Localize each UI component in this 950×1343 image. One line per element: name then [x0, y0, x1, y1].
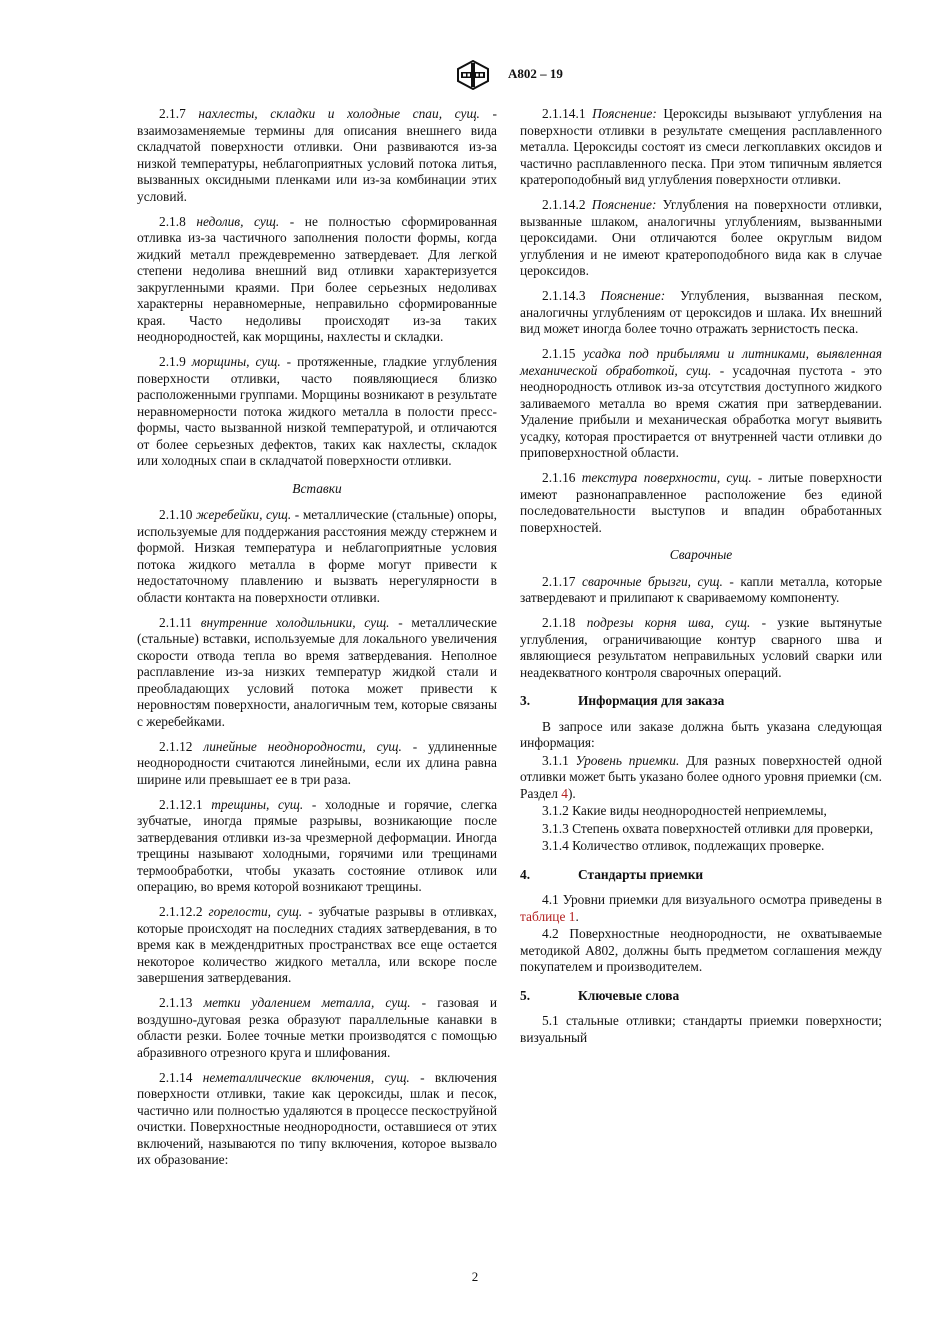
para-2-1-13: 2.1.13 метки удалением металла, сущ. - газовая и воздушно-дуговая резка образуют параллельные канавки в области резки. Более точные метки производятся с помощью абразивного отрезного круга и шлифования.: [137, 995, 498, 1060]
section-4-heading: 4. Стандарты приемки: [520, 866, 704, 882]
left-column: [137, 106, 497, 1177]
para-2-1-14-1: 2.1.14.1 Пояснение: Цероксиды вызывают углубления на поверхности отливки в результате смещения расплавленного металла. Цероксиды состоят из смеси легкоплавких оксидов и частично расплавленного песка. При этом типичным является кратероподобный вид углубления поверхности отливки.: [520, 106, 882, 187]
table-1-link[interactable]: таблице 1: [520, 908, 576, 924]
document-id: A802 – 19: [508, 66, 563, 81]
para-2-1-15: 2.1.15 усадка под прибылями и литниками, выявленная механической обработкой, сущ. - усадочная пустота - это неоднородность отливок из-за отсутствия доступного жидкого заливаемого металла во время сжатия при затвердевании. Удаление прибыли и механическая обработка могут выявить усадку, которая простирается от внутренней части отливки до приповерхностной области.: [520, 346, 882, 460]
para-4-2: 4.2 Поверхностные неоднородности, не охватываемые методикой A802, должны быть предметом соглашения между покупателем и производителем.: [520, 926, 882, 974]
para-2-1-16: 2.1.16 текстура поверхности, сущ. - литые поверхности имеют разнонаправленное расположение без единой последовательности выступов и впадин обработанных поверхностей.: [520, 470, 882, 535]
para-3-1-3: 3.1.3 Степень охвата поверхностей отливки для проверки,: [542, 820, 874, 836]
para-2-1-7: 2.1.7 нахлесты, складки и холодные спаи, сущ. - взаимозаменяемые термины для описания внешнего вида складчатой поверхности отливки. Они развиваются из-за низкой температуры, неблагоприятных условий потока литья, вызванных оксидными пленками или из-за комбинации этих условий.: [137, 106, 498, 204]
para-2-1-14-3: 2.1.14.3 Пояснение: Углубления, вызванная песком, аналогичны углублениям от цероксидов и шлака. Их внешний вид может иногда более точно отражать зернистость песка.: [520, 288, 882, 336]
section-5-heading: 5. Ключевые слова: [520, 987, 680, 1003]
para-2-1-10: 2.1.10 жеребейки, сущ. - металлические (стальные) опоры, используемые для поддержания расстояния между стержнем и формой. Низкая температура и неблагоприятные условия потока жидкого металла в форме могут привести к недостаточному плавлению и вызвать нерегулярности в области контакта на поверхности отливки.: [137, 507, 497, 605]
para-3-1-1: 3.1.1 Уровень приемки. Для разных поверхностей одной отливки может быть указано более одного уровня приемки (см. Раздел 4).: [520, 752, 882, 801]
page-number: 2: [471, 1269, 479, 1284]
section-4-link[interactable]: 4: [561, 785, 568, 801]
para-2-1-14: 2.1.14 неметаллические включения, сущ. - включения поверхности отливки, такие как цероксиды, шлак и песок, частично или полностью удаляются в процессе пескоструйной очистки. Поверхностные неоднородности, оставшиеся от этих включений, называются по типу включения, которое вызвало их образование:: [137, 1069, 498, 1167]
para-2-1-11: 2.1.11 внутренние холодильники, сущ. - металлические (стальные) вставки, используемые для локального увеличения скорости отвода тепла во время затвердевания. Неполное расплавление из-за низких температур жидкой стали и преобладающих условий потока может привести к неровностям поверхности, аналогичным тем, которые связаны с жеребейками.: [137, 614, 497, 729]
astm-logo-icon: [455, 60, 491, 90]
para-4-1: 4.1 Уровни приемки для визуального осмотра приведены в таблице 1.: [520, 892, 882, 924]
subheading-welding: Сварочные: [669, 547, 733, 562]
para-2-1-18: 2.1.18 подрезы корня шва, сущ. - узкие вытянутые углубления, ограничивающие контур сварного шва и являющиеся результатом неправильных условий сварки или неадекватного контроля сварочных операций.: [520, 615, 882, 680]
para-5-1: 5.1 стальные отливки; стандарты приемки поверхности; визуальный: [520, 1013, 882, 1045]
section-3-heading: 3. Информация для заказа: [520, 693, 725, 708]
para-2-1-14-2: 2.1.14.2 Пояснение: Углубления на поверхности отливки, вызванные шлаком, аналогичны углублениям, вызванными цероксидами. Они отличаются более округлым видом углубления и не имеют кратероподобного вида как в случае цероксидов.: [520, 197, 882, 278]
para-3-1-2: 3.1.2 Какие виды неоднородностей неприемлемы,: [542, 803, 827, 818]
subheading-inserts: Вставки: [292, 480, 342, 496]
page-header: [0, 60, 950, 90]
para-3-1-4: 3.1.4 Количество отливок, подлежащих проверке.: [542, 838, 825, 853]
para-2-1-17: 2.1.17 сварочные брызги, сущ. - капли металла, которые затвердевают и прилипают к свариваемому компоненту.: [520, 573, 883, 605]
para-2-1-8: 2.1.8 недолив, сущ. - не полностью сформированная отливка из-за частичного заполнения полости формы, когда жидкий металл преждевременно затвердевает. Для легкой степени недолива внешний вид отливки характеризуется закругленными краями. При более серьезных недоливах характерны неравномерные, неправильно сформированные края. Часто недоливы происходят из-за таких неоднородностей, как морщины, нахлесты и складки.: [137, 213, 497, 344]
para-2-1-9: 2.1.9 морщины, сущ. - протяженные, гладкие углубления поверхности отливки, часто появляющиеся близко расположенными группами. Морщины возникают в результате неравномерности потока жидкого металла в полости пресс-формы, часто вызванной низкой температурой, и отличаются от более серьезных дефектов, таких как нахлесты, складок или холодных спаи в складчатой поверхности отливки.: [137, 354, 497, 468]
para-2-1-12-2: 2.1.12.2 горелости, сущ. - зубчатые разрывы в отливках, которые происходят на последних стадиях затвердевания, в то время как в междендритных пространствах все еще остается некоторое количество жидкого металла, или вскоре после завершения затвердевания.: [137, 904, 497, 985]
para-2-1-12: 2.1.12 линейные неоднородности, сущ. - удлиненные неоднородности считаются линейными, если их длина равна ширине или превышает ее в три раза.: [137, 738, 497, 787]
para-3-intro: В запросе или заказе должна быть указана следующая информация:: [520, 718, 882, 750]
right-column: [520, 106, 882, 1055]
para-2-1-12-1: 2.1.12.1 трещины, сущ. - холодные и горячие, слегка зубчатые, иногда прямые разрывы, возникающие после затвердевания отливки из-за чрезмерной деформации. Иногда трещины называют холодными, горячими или трещинами термообработки, чтобы указать состояние отливок или операцию, во время которой возникают трещины.: [137, 796, 498, 894]
